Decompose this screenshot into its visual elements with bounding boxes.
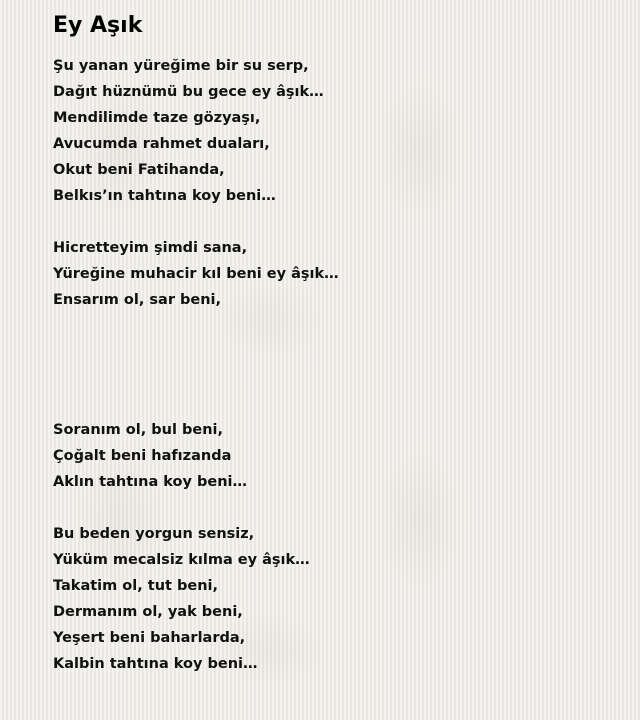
poem-line (53, 495, 613, 521)
poem-body (53, 53, 613, 677)
poem-line: Hicretteyim şimdi sana, (53, 240, 248, 256)
poem-line (53, 365, 613, 391)
poem-line: Belkıs’ın tahtına koy beni… (53, 188, 276, 204)
poem-line: Dağıt hüznümü bu gece ey âşık… (53, 84, 324, 100)
poem-line: Soranım ol, bul beni, (53, 422, 224, 438)
poem-line: Bu beden yorgun sensiz, (53, 526, 255, 542)
poem-line: Kalbin tahtına koy beni… (53, 656, 258, 672)
poem-line: Dermanım ol, yak beni, (53, 604, 243, 620)
poem-line (53, 313, 613, 339)
poem-line: Takatim ol, tut beni, (53, 578, 219, 594)
poem-line: Aklın tahtına koy beni… (53, 474, 247, 490)
poem-line: Okut beni Fatihanda, (53, 162, 225, 178)
poem-line: Mendilimde taze gözyaşı, (53, 110, 261, 126)
poem-line: Yüküm mecalsiz kılma ey âşık… (53, 552, 310, 568)
poem-line: Ensarım ol, sar beni, (53, 292, 222, 308)
poem-title: Ey Aşık (53, 13, 143, 38)
poem-line (53, 339, 613, 365)
poem-line (53, 391, 613, 417)
poem-line: Şu yanan yüreğime bir su serp, (53, 58, 309, 74)
poem-line: Yeşert beni baharlarda, (53, 630, 246, 646)
poem-line (53, 209, 613, 235)
poem-line: Avucumda rahmet duaları, (53, 136, 270, 152)
poem-line: Yüreğine muhacir kıl beni ey âşık… (53, 266, 339, 282)
poem-line: Çoğalt beni hafızanda (53, 448, 232, 464)
